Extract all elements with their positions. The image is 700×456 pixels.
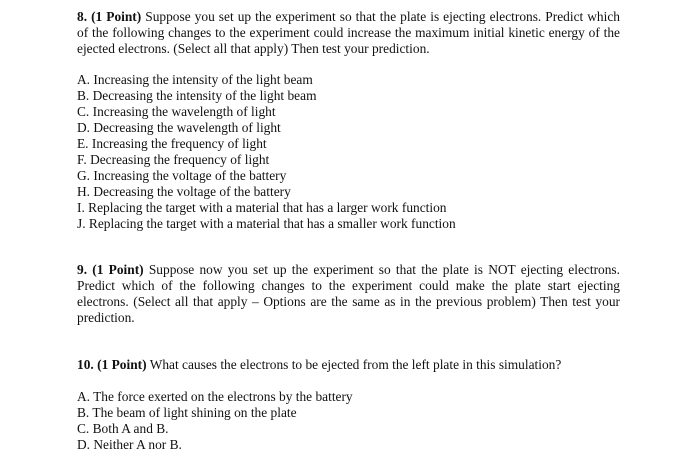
option-e[interactable]: E. Increasing the frequency of light	[77, 136, 267, 151]
question-points: (1 Point)	[92, 262, 144, 277]
option-g[interactable]: G. Increasing the voltage of the battery	[77, 168, 287, 183]
question-9	[77, 262, 620, 326]
question-10	[77, 357, 620, 373]
question-text: Suppose now you set up the experiment so that the plate is NOT ejecting electrons. Predict which of the following changes to the experiment could make the plate start ejecting electrons. (Select all that apply – Options are the same as in the previous problem) Then test your prediction.	[77, 262, 620, 325]
question-8-options	[77, 72, 456, 232]
option-h[interactable]: H. Decreasing the voltage of the battery	[77, 184, 291, 199]
question-points: (1 Point)	[91, 9, 142, 24]
option-d[interactable]: D. Neither A nor B.	[77, 437, 182, 452]
question-text: Suppose you set up the experiment so that the plate is ejecting electrons. Predict which of the following changes to the experiment could increase the maximum initial kinetic energy of the ejected electrons. (Select all that apply) Then test your prediction.	[77, 9, 620, 56]
option-j[interactable]: J. Replacing the target with a material that has a smaller work function	[77, 216, 456, 231]
option-i[interactable]: I. Replacing the target with a material that has a larger work function	[77, 200, 447, 215]
option-f[interactable]: F. Decreasing the frequency of light	[77, 152, 270, 167]
question-8	[77, 9, 620, 57]
question-points: (1 Point)	[97, 357, 147, 372]
question-number: 10.	[77, 357, 94, 372]
option-a[interactable]: A. The force exerted on the electrons by the battery	[77, 389, 353, 404]
option-c[interactable]: C. Both A and B.	[77, 421, 169, 436]
question-number: 8.	[77, 9, 88, 24]
question-number: 9.	[77, 262, 88, 277]
option-d[interactable]: D. Decreasing the wavelength of light	[77, 120, 281, 135]
question-10-options	[77, 389, 353, 453]
option-c[interactable]: C. Increasing the wavelength of light	[77, 104, 276, 119]
option-b[interactable]: B. The beam of light shining on the plate	[77, 405, 297, 420]
option-a[interactable]: A. Increasing the intensity of the light beam	[77, 72, 313, 87]
option-b[interactable]: B. Decreasing the intensity of the light beam	[77, 88, 317, 103]
question-text: What causes the electrons to be ejected from the left plate in this simulation?	[149, 357, 562, 372]
